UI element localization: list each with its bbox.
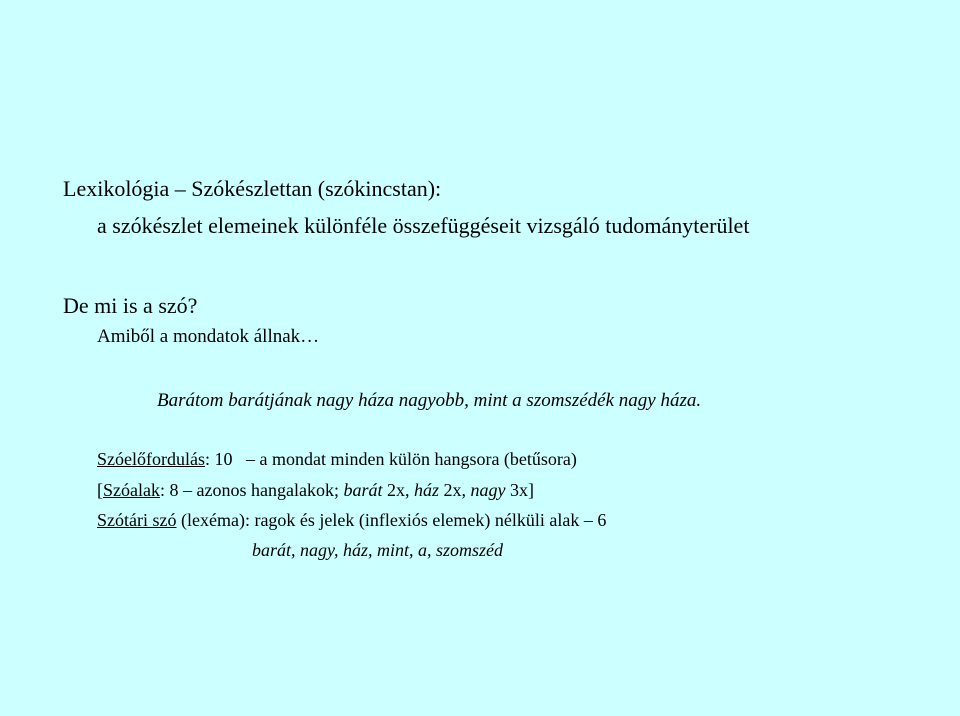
wordform-term: Szóalak bbox=[103, 480, 160, 500]
lexeme-list: barát, nagy, ház, mint, a, szomszéd bbox=[252, 540, 504, 560]
wordform-example-barat: barát bbox=[343, 480, 383, 500]
answer: Amiből a mondatok állnak… bbox=[97, 326, 320, 347]
lexeme-term: Szótári szó bbox=[97, 510, 177, 530]
occurrence-line bbox=[97, 449, 577, 470]
occurrence-term: Szóelőfordulás bbox=[97, 449, 205, 469]
wordform-open: [ bbox=[97, 480, 103, 500]
slide-heading: Lexikológia – Szókészlettan (szókincstan): bbox=[63, 176, 442, 201]
slide-subheading: a szókészlet elemeinek különféle összefüggéseit vizsgáló tudományterület bbox=[97, 213, 750, 238]
wordform-count: 2x, bbox=[382, 480, 414, 500]
wordform-count: 2x, bbox=[438, 480, 471, 500]
wordform-example-haz: ház bbox=[413, 480, 439, 500]
lexeme-line bbox=[97, 510, 606, 531]
question: De mi is a szó? bbox=[63, 293, 198, 318]
occurrence-text: : 10 – a mondat minden külön hangsora (betűsora) bbox=[204, 449, 577, 469]
example-sentence: Barátom barátjának nagy háza nagyobb, mint a szomszédék nagy háza. bbox=[157, 390, 702, 411]
wordform-text: : 8 – azonos hangalakok; bbox=[159, 480, 344, 500]
wordform-line bbox=[97, 480, 534, 501]
lexeme-text: (lexéma): ragok és jelek (inflexiós elemek) nélküli alak – 6 bbox=[176, 510, 607, 530]
wordform-example-nagy: nagy bbox=[470, 480, 506, 500]
wordform-count: 3x] bbox=[505, 480, 534, 500]
